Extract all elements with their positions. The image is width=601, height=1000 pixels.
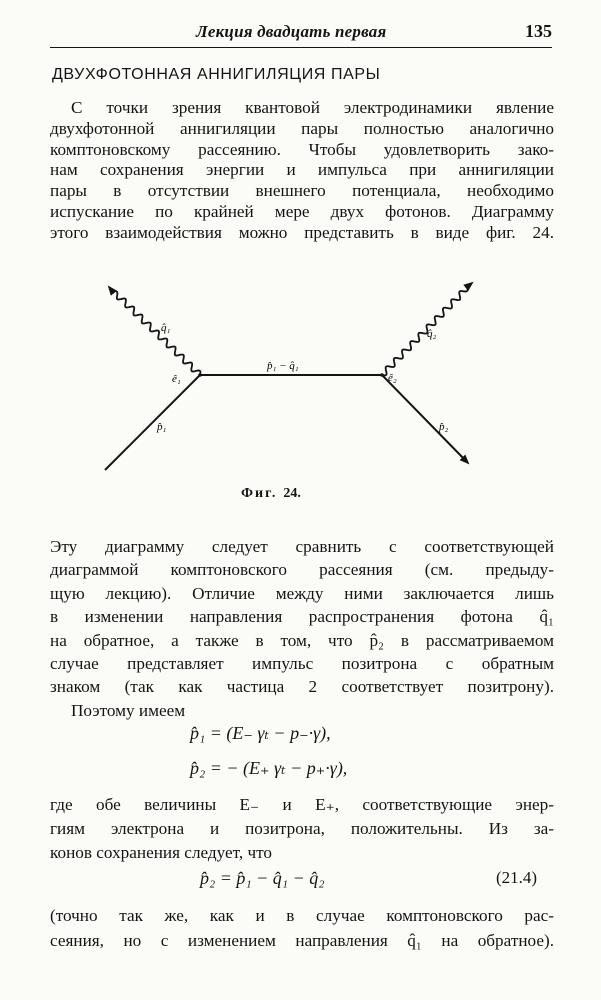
running-header (50, 20, 552, 48)
figure-caption-number: 24. (283, 486, 301, 501)
text-line: пары в отсутствии внешнего потенциала, необходимо (50, 181, 554, 201)
equation-number: (21.4) (496, 868, 538, 887)
figure-caption-word: Фиг. (241, 486, 278, 501)
figure-caption (241, 486, 301, 502)
text-line: в изменении направления распространения фотона q̂₁ (50, 607, 554, 627)
vertex-1 (198, 373, 202, 377)
equation-conservation: p̂₂ = p̂₁ − q̂₁ − q̂₂ (200, 868, 325, 888)
feynman-diagram-svg (95, 275, 485, 475)
text-line: нам сохранения энергии и импульса при аннигиляции (50, 160, 554, 180)
label-q2: q̂₂ (427, 328, 437, 340)
text-line: гиям электрона и позитрона, положительны. Из за- (50, 819, 554, 838)
label-internal: p̂₁ − q̂₁ (267, 360, 299, 372)
label-e1: ê₁ (172, 373, 181, 385)
text-line: двухфотонной аннигиляции пары полностью аналогично (50, 118, 554, 138)
text-line: (точно так же, как и в случае комптоновского рас- (50, 906, 554, 925)
label-q1: q̂₁ (161, 322, 171, 334)
text-line: комптоновскому рассеянию. Чтобы удовлетворить зако- (50, 139, 554, 159)
text-line: этого взаимодействия можно представить в виде фиг. 24. (50, 222, 554, 242)
photon-line-q1 (109, 287, 200, 375)
text-line: диаграммой комптоновского рассеяния (см. предыду- (50, 560, 554, 580)
electron-line-p1 (105, 375, 200, 470)
paragraph-closing (50, 903, 554, 953)
text-line: испускание по крайней мере двух фотонов. Диаграмму (50, 201, 554, 221)
vertex-2 (380, 373, 384, 377)
text-line: случае представляет импульс позитрона с обратным (50, 654, 554, 674)
positron-line-p2 (382, 375, 468, 463)
text-line: конов сохранения следует, что (50, 843, 272, 862)
paragraph-comparison (50, 535, 554, 722)
text-line: на обратное, а также в том, что p̂₂ в рассматриваемом (50, 630, 554, 650)
paragraph-intro (50, 98, 554, 244)
text-line: С точки зрения квантовой электродинамики явление (71, 98, 554, 117)
text-line: сеяния, но с изменением направления q̂₁ на обратное). (50, 931, 554, 950)
label-e2: ê₂ (388, 372, 397, 384)
text-line: Эту диаграмму следует сравнить с соответствующей (50, 537, 554, 556)
equation-p2: p̂₂ = − (E₊ γₜ − p₊·γ), (190, 758, 348, 778)
page-number: 135 (525, 21, 552, 41)
feynman-diagram (95, 275, 485, 475)
running-title: Лекция двадцать первая (196, 22, 387, 41)
equation-p1: p̂₁ = (E₋ γₜ − p₋·γ), (190, 723, 331, 743)
text-line: знаком (так как частица 2 соответствует позитрону). (50, 677, 554, 697)
paragraph-energies (50, 793, 554, 865)
label-p2: p̂₂ (439, 421, 449, 433)
text-line: где обе величины E₋ и E₊, соответствующие энер- (50, 795, 554, 814)
section-heading: ДВУХФОТОННАЯ АННИГИЛЯЦИЯ ПАРЫ (52, 66, 381, 83)
text-line: щую лекцию). Отличие между ними заключается лишь (50, 583, 554, 603)
text-line: Поэтому имеем (71, 700, 186, 720)
label-p1: p̂₁ (157, 421, 167, 433)
